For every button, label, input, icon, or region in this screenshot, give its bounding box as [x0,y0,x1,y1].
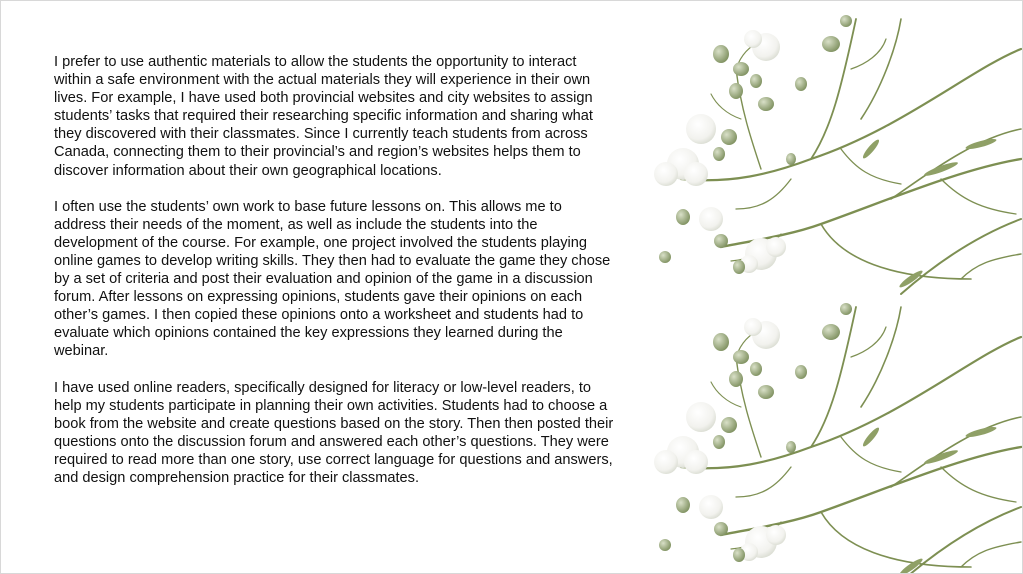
paragraph-1: I prefer to use authentic materials to allow the students the opportunity to interact within a safe environment with the actual materials they will experience in their own lives. For example, I have used both provincial websites and city websites to assign students’ tasks that required their researching specific information and sharing what they discovered with their classmates. Since I currently teach students from across Canada, connecting them to their provincial’s and region’s websites helps them to discover information about their own geographical locations. [54,54,593,179]
paragraph-2: I often use the students’ own work to base future lessons on. This allows me to address their needs of the moment, as well as include the students into the development of the course. For example, one project involved the students playing online games to develop writing skills. They then had to evaluate the game they chose by a set of criteria and post their evaluation and opinion of the game in a discussion forum. After lessons on expressing opinions, students gave their opinions on each other’s games. I then copied these opinions onto a worksheet and students had to evaluate which opinions contained the key expressions they learned during the webinar. [54,198,611,360]
paragraph-3: I have used online readers, specifically designed for literacy or low-level readers, to help my students participate in planning their own activities. Students had to choose a book from the website and create questions based on the story. Then then posted their questions onto the discussion forum and answered each other’s questions. They were required to read more than one story, use correct language for questions and answers, and design comprehension practice for their classmates. [54,379,614,486]
flower-image [641,1,1022,573]
flower-branches-illustration [641,1,1022,573]
body-text [54,53,614,505]
